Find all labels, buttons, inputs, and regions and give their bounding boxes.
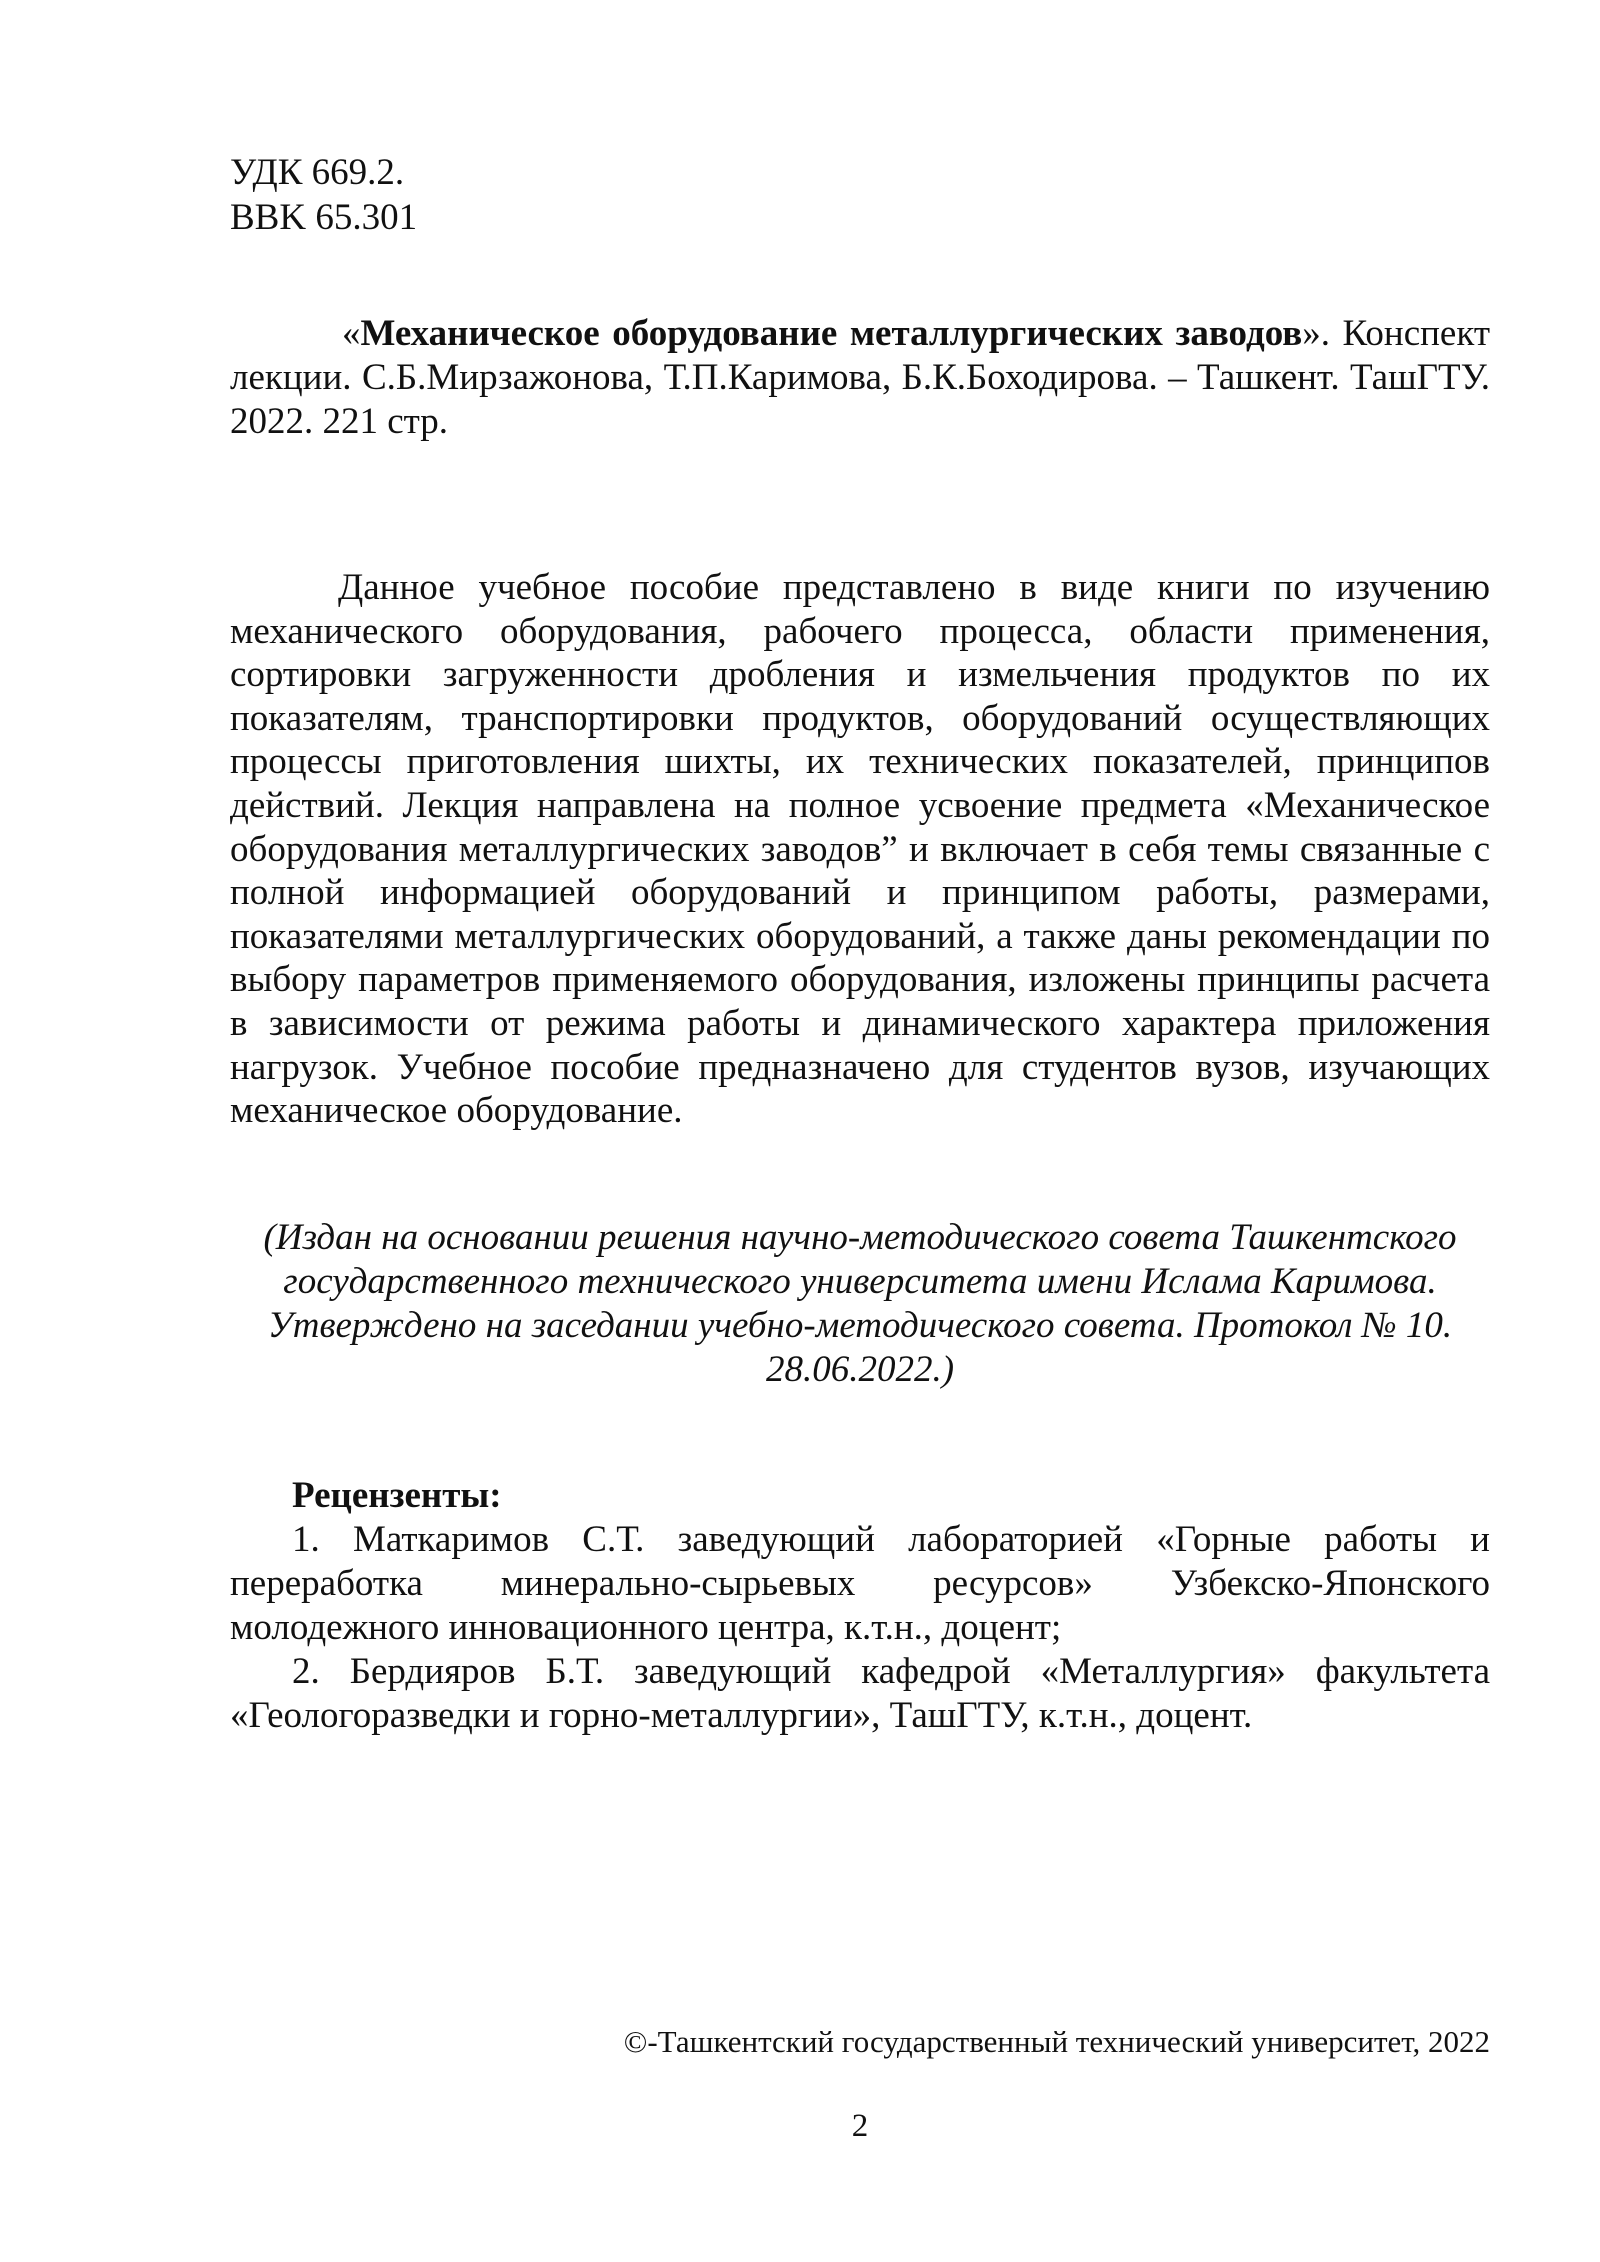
approval-line: 28.06.2022.) — [765, 1349, 955, 1390]
copyright-notice: ©-Ташкентский государственный технический университет, 2022 — [623, 2024, 1490, 2059]
bbk-code: BBK 65.301 — [230, 197, 418, 238]
title-close-quote: ». — [1302, 313, 1331, 354]
approval-line: Утверждено на заседании учебно-методического совета. Протокол № 10. — [267, 1305, 1453, 1346]
approval-line: государственного технического университета имени Ислама Каримова. — [283, 1261, 1437, 1302]
classification-codes — [230, 150, 417, 240]
page-number: 2 — [851, 2108, 869, 2144]
bibliographic-description — [230, 312, 1490, 444]
bibliographic-details: Конспект лекции. С.Б.Мирзажонова, Т.П.Каримова, Б.К.Боходирова. – Ташкент. ТашГТУ. 2022. 221 стр. — [230, 313, 1490, 442]
reviewers-section — [230, 1474, 1490, 1738]
approval-line: (Издан на основании решения научно-методического совета Ташкентского — [263, 1217, 1457, 1258]
annotation-paragraph: Данное учебное пособие представлено в виде книги по изучению механического оборудования, рабочего процесса, области применения, сортировки загруженности дробления и измельчения продуктов по их показателям, транспортировки продуктов, оборудований осуществляющих процессы приготовления шихты, их технических показателей, принципов действий. Лекция направлена на полное усвоение предмета «Механическое оборудования металлургических заводов” и включает в себя темы связанные с полной информацией оборудований и принципом работы, размерами, показателями металлургических оборудований, а также даны рекомендации по выбору параметров применяемого оборудования, изложены принципы расчета в зависимости от режима работы и динамического характера приложения нагрузок. Учебное пособие предназначено для студентов вузов, изучающих механическое оборудование. — [230, 567, 1490, 1132]
book-title: Механическое оборудование металлургических заводов — [360, 313, 1303, 354]
reviewers-heading: Рецензенты: — [292, 1475, 502, 1516]
title-open-quote: « — [342, 313, 361, 354]
reviewer-item: 1. Маткаримов С.Т. заведующий лабораторией «Горные работы и переработка минерально-сырьевых ресурсов» Узбекско-Японского молодежного инновационного центра, к.т.н., доцент; — [230, 1519, 1490, 1648]
approval-note — [230, 1216, 1490, 1392]
udk-code: УДК 669.2. — [230, 152, 405, 193]
reviewer-item: 2. Бердияров Б.Т. заведующий кафедрой «Металлургия» факультета «Геологоразведки и горно-металлургии», ТашГТУ, к.т.н., доцент. — [230, 1651, 1490, 1736]
document-page — [230, 0, 1490, 2262]
